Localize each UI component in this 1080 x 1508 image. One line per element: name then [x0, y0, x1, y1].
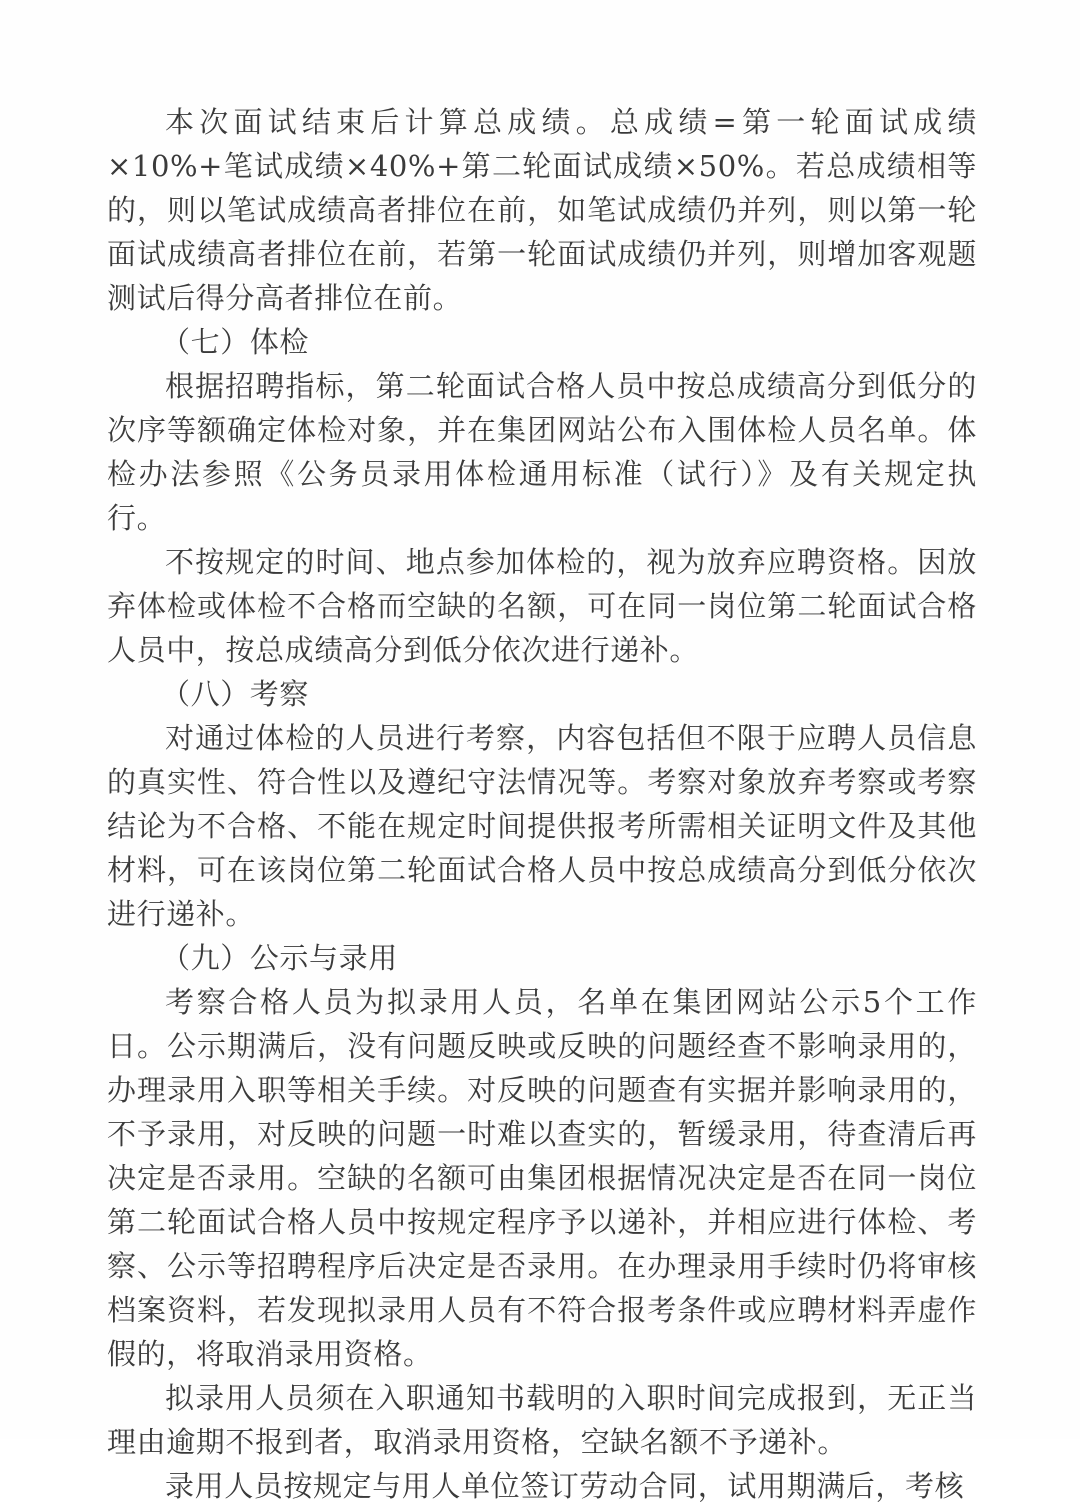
paragraph-labor-contract: 录用人员按规定与用人单位签订劳动合同，试用期满后，考核: [165, 1469, 965, 1503]
paragraph-reporting-deadline: 拟录用人员须在入职通知书载明的入职时间完成报到，无正当理由逾期不报到者，取消录用资格，空缺名额不予递补。: [107, 1381, 977, 1459]
section-heading-investigation: （八）考察: [161, 677, 310, 711]
paragraph-investigation: 对通过体检的人员进行考察，内容包括但不限于应聘人员信息的真实性、符合性以及遵纪守法情况等。考察对象放弃考察或考察结论为不合格、不能在规定时间提供报考所需相关证明文件及其他材料，可在该岗位第二轮面试合格人员中按总成绩高分到低分依次进行递补。: [107, 721, 977, 931]
document-body: [107, 100, 977, 1508]
section-heading-physical-exam: （七）体检: [161, 325, 310, 359]
section-heading-publicity-and-hiring: （九）公示与录用: [161, 941, 398, 975]
paragraph-total-score: 本次面试结束后计算总成绩。总成绩=第一轮面试成绩×10%+笔试成绩×40%+第二轮面试成绩×50%。若总成绩相等的，则以笔试成绩高者排位在前，如笔试成绩仍并列，则以第一轮面试成绩高者排位在前，若第一轮面试成绩仍并列，则增加客观题测试后得分高者排位在前。: [107, 105, 977, 315]
paragraph-physical-exam-absence: 不按规定的时间、地点参加体检的，视为放弃应聘资格。因放弃体检或体检不合格而空缺的名额，可在同一岗位第二轮面试合格人员中，按总成绩高分到低分依次进行递补。: [107, 545, 977, 667]
paragraph-publicity: 考察合格人员为拟录用人员，名单在集团网站公示5个工作日。公示期满后，没有问题反映或反映的问题经查不影响录用的，办理录用入职等相关手续。对反映的问题查有实据并影响录用的，不予录用，对反映的问题一时难以查实的，暂缓录用，待查清后再决定是否录用。空缺的名额可由集团根据情况决定是否在同一岗位第二轮面试合格人员中按规定程序予以递补，并相应进行体检、考察、公示等招聘程序后决定是否录用。在办理录用手续时仍将审核档案资料，若发现拟录用人员有不符合报考条件或应聘材料弄虚作假的，将取消录用资格。: [107, 985, 977, 1371]
paragraph-physical-exam-scope: 根据招聘指标，第二轮面试合格人员中按总成绩高分到低分的次序等额确定体检对象，并在集团网站公布入围体检人员名单。体检办法参照《公务员录用体检通用标准（试行）》及有关规定执行。: [107, 369, 977, 535]
